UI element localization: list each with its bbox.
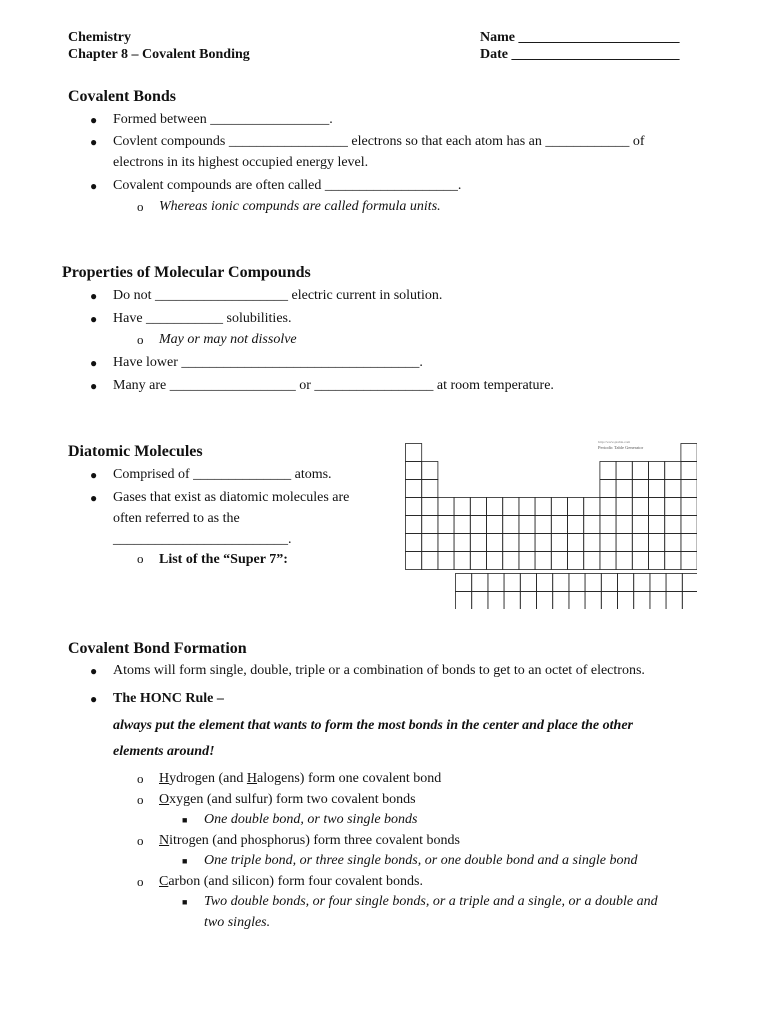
periodic-table-cell: [503, 534, 519, 552]
periodic-table-cell: [422, 552, 438, 570]
periodic-table-cell: [632, 498, 648, 516]
bullet-icon: ●: [90, 692, 98, 706]
periodic-table-cell: [551, 534, 567, 552]
periodic-table-cell: [616, 480, 632, 498]
honc-rule-text: always put the element that wants to form the most bonds in the center and place the other: [113, 718, 633, 733]
periodic-table-f-block-cell: [472, 574, 488, 592]
periodic-table-cell: [632, 534, 648, 552]
sub-list-item: List of the “Super 7”:: [159, 552, 288, 567]
list-item: Have ___________ solubilities.: [113, 311, 292, 326]
periodic-table-f-block-cell: [618, 592, 634, 610]
periodic-table-cell: [616, 498, 632, 516]
bullet-icon: ●: [90, 468, 98, 482]
periodic-table-f-block-cell: [585, 574, 601, 592]
periodic-table-cell: [503, 552, 519, 570]
circle-bullet-icon: o: [137, 332, 144, 347]
periodic-table-f-block-cell: [553, 574, 569, 592]
bullet-icon: ●: [90, 379, 98, 393]
date-field: Date ________________________: [480, 47, 680, 62]
circle-bullet-icon: o: [137, 833, 144, 848]
periodic-table-cell: [454, 498, 470, 516]
name-field: Name _______________________: [480, 30, 680, 45]
periodic-table-f-block-cell: [601, 592, 617, 610]
periodic-table-cell: [438, 552, 454, 570]
blank-periodic-table: [405, 443, 697, 609]
periodic-table-cell: [535, 498, 551, 516]
periodic-table-cell: [438, 516, 454, 534]
periodic-table-cell: [632, 516, 648, 534]
periodic-table-cell: [600, 498, 616, 516]
periodic-table-cell: [584, 534, 600, 552]
periodic-table-f-block-cell: [488, 574, 504, 592]
periodic-table-cell: [681, 480, 697, 498]
sub-sub-list-item: two singles.: [204, 915, 271, 930]
periodic-table-cell: [681, 498, 697, 516]
honc-oxygen: Oxygen (and sulfur) form two covalent bonds: [159, 792, 416, 807]
periodic-table-cell: [584, 516, 600, 534]
periodic-table-cell: [470, 552, 486, 570]
periodic-table-cell: [600, 462, 616, 480]
periodic-table-cell: [568, 552, 584, 570]
periodic-table-cell: [600, 534, 616, 552]
bullet-icon: ●: [90, 356, 98, 370]
periodic-table-f-block-cell: [537, 592, 553, 610]
list-item: Covalent compounds are often called ___________________.: [113, 178, 462, 193]
periodic-table-f-block-cell: [456, 592, 472, 610]
periodic-table-f-block-cell: [537, 574, 553, 592]
honc-hydrogen: Hydrogen (and Halogens) form one covalent bond: [159, 771, 442, 786]
periodic-table-f-block-cell: [650, 574, 666, 592]
periodic-table-f-block-cell: [472, 592, 488, 610]
circle-bullet-icon: o: [137, 199, 144, 214]
periodic-table-cell: [600, 480, 616, 498]
periodic-table-cell: [600, 516, 616, 534]
periodic-table-cell: [535, 534, 551, 552]
periodic-table-cell: [649, 516, 665, 534]
course-title: Chemistry: [68, 30, 131, 45]
periodic-table-cell: [422, 480, 438, 498]
periodic-table-cell: [487, 552, 503, 570]
periodic-table-f-block-cell: [601, 574, 617, 592]
periodic-table-cell: [470, 498, 486, 516]
list-item: Comprised of ______________ atoms.: [113, 467, 332, 482]
bullet-icon: ●: [90, 312, 98, 326]
periodic-table-f-block-cell: [553, 592, 569, 610]
list-item-blank: _________________________.: [113, 532, 292, 547]
periodic-table-cell: [422, 498, 438, 516]
circle-bullet-icon: o: [137, 874, 144, 889]
circle-bullet-icon: o: [137, 551, 144, 566]
periodic-table-f-block-cell: [456, 574, 472, 592]
periodic-table-cell: [681, 444, 697, 462]
periodic-table-cell: [503, 516, 519, 534]
list-item: Atoms will form single, double, triple or a combination of bonds to get to an octet of electrons.: [113, 663, 645, 678]
circle-bullet-icon: o: [137, 792, 144, 807]
periodic-table-f-block-cell: [666, 574, 682, 592]
periodic-table-cell: [470, 516, 486, 534]
periodic-table-cell: [422, 516, 438, 534]
list-item-continued: electrons in its highest occupied energy level.: [113, 155, 369, 170]
periodic-table-cell: [649, 498, 665, 516]
periodic-table-cell: [406, 480, 422, 498]
periodic-table-f-block-cell: [504, 592, 520, 610]
periodic-table-cell: [649, 480, 665, 498]
square-bullet-icon: ■: [182, 897, 188, 907]
periodic-table-f-block-cell: [504, 574, 520, 592]
section-title-properties: Properties of Molecular Compounds: [62, 264, 311, 281]
periodic-table-cell: [665, 552, 681, 570]
periodic-table-cell: [568, 516, 584, 534]
periodic-table-f-block-cell: [666, 592, 682, 610]
bullet-icon: ●: [90, 491, 98, 505]
sub-sub-list-item: Two double bonds, or four single bonds, or a triple and a single, or a double and: [204, 894, 658, 909]
periodic-table-cell: [584, 498, 600, 516]
periodic-table-f-block-cell: [650, 592, 666, 610]
periodic-table-cell: [551, 516, 567, 534]
periodic-table-cell: [649, 534, 665, 552]
periodic-table-cell: [438, 498, 454, 516]
periodic-table-cell: [454, 516, 470, 534]
list-item: Covlent compounds _________________ electrons so that each atom has an ____________ of: [113, 134, 645, 149]
periodic-table-f-block-cell: [569, 592, 585, 610]
periodic-table-f-block-cell: [488, 592, 504, 610]
periodic-table-cell: [632, 462, 648, 480]
periodic-table-cell: [406, 534, 422, 552]
periodic-table-cell: [454, 552, 470, 570]
list-item: Do not ___________________ electric current in solution.: [113, 288, 443, 303]
list-item: Many are __________________ or _________________ at room temperature.: [113, 378, 554, 393]
square-bullet-icon: ■: [182, 815, 188, 825]
list-item: Have lower __________________________________.: [113, 355, 423, 370]
periodic-table-cell: [422, 462, 438, 480]
periodic-table-cell: [487, 498, 503, 516]
periodic-table-cell: [681, 462, 697, 480]
periodic-table-cell: [454, 534, 470, 552]
periodic-table-cell: [406, 516, 422, 534]
periodic-table-cell: [519, 498, 535, 516]
bullet-icon: ●: [90, 664, 98, 678]
bullet-icon: ●: [90, 113, 98, 127]
periodic-table-cell: [681, 552, 697, 570]
section-title-formation: Covalent Bond Formation: [68, 640, 247, 657]
section-title-diatomic: Diatomic Molecules: [68, 443, 203, 460]
periodic-table-cell: [487, 516, 503, 534]
bullet-icon: ●: [90, 179, 98, 193]
list-item: Formed between _________________.: [113, 112, 333, 127]
table-source-note: http://www.ptable.com: [598, 440, 631, 444]
periodic-table-cell: [584, 552, 600, 570]
periodic-table-cell: [632, 552, 648, 570]
periodic-table-cell: [568, 534, 584, 552]
periodic-table-cell: [616, 534, 632, 552]
periodic-table-cell: [649, 552, 665, 570]
honc-carbon: Carbon (and silicon) form four covalent bonds.: [159, 874, 423, 889]
sub-list-item: May or may not dissolve: [159, 332, 297, 347]
periodic-table-cell: [665, 462, 681, 480]
periodic-table-f-block-cell: [585, 592, 601, 610]
periodic-table-cell: [665, 498, 681, 516]
periodic-table-cell: [681, 534, 697, 552]
table-source-note: Periodic Table Generator: [598, 445, 644, 450]
sub-list-item: Whereas ionic compunds are called formula units.: [159, 199, 441, 214]
bullet-icon: ●: [90, 289, 98, 303]
periodic-table-cell: [406, 462, 422, 480]
sub-sub-list-item: One triple bond, or three single bonds, or one double bond and a single bond: [204, 853, 638, 868]
periodic-table-cell: [616, 552, 632, 570]
bullet-icon: ●: [90, 135, 98, 149]
honc-nitrogen: Nitrogen (and phosphorus) form three covalent bonds: [159, 833, 460, 848]
periodic-table-cell: [519, 552, 535, 570]
periodic-table-cell: [503, 498, 519, 516]
sub-sub-list-item: One double bond, or two single bonds: [204, 812, 418, 827]
periodic-table-f-block-cell: [618, 574, 634, 592]
periodic-table-cell: [568, 498, 584, 516]
periodic-table-cell: [632, 480, 648, 498]
periodic-table-cell: [665, 480, 681, 498]
honc-rule-text: elements around!: [113, 744, 215, 759]
periodic-table-f-block-cell: [682, 574, 697, 592]
periodic-table-cell: [600, 552, 616, 570]
periodic-table-f-block-cell: [520, 592, 536, 610]
section-title-covalent-bonds: Covalent Bonds: [68, 88, 177, 105]
periodic-table-f-block-cell: [634, 592, 650, 610]
periodic-table-cell: [535, 516, 551, 534]
periodic-table-cell: [406, 444, 422, 462]
periodic-table-cell: [616, 516, 632, 534]
periodic-table-cell: [665, 516, 681, 534]
periodic-table-cell: [551, 498, 567, 516]
periodic-table-cell: [649, 462, 665, 480]
list-item-continued: often referred to as the: [113, 511, 240, 526]
periodic-table-cell: [487, 534, 503, 552]
list-item: Gases that exist as diatomic molecules are: [113, 490, 350, 505]
circle-bullet-icon: o: [137, 771, 144, 786]
periodic-table-cell: [470, 534, 486, 552]
periodic-table-cell: [535, 552, 551, 570]
periodic-table-f-block-cell: [569, 574, 585, 592]
periodic-table-cell: [406, 552, 422, 570]
honc-rule-heading: The HONC Rule –: [113, 691, 224, 706]
periodic-table-cell: [665, 534, 681, 552]
square-bullet-icon: ■: [182, 856, 188, 866]
periodic-table-cell: [519, 534, 535, 552]
periodic-table-cell: [438, 534, 454, 552]
periodic-table-f-block-cell: [634, 574, 650, 592]
periodic-table-f-block-cell: [682, 592, 697, 610]
periodic-table-cell: [551, 552, 567, 570]
periodic-table-cell: [422, 534, 438, 552]
periodic-table-cell: [681, 516, 697, 534]
chapter-title: Chapter 8 – Covalent Bonding: [68, 47, 250, 62]
periodic-table-cell: [406, 498, 422, 516]
periodic-table-cell: [519, 516, 535, 534]
periodic-table-cell: [616, 462, 632, 480]
periodic-table-f-block-cell: [520, 574, 536, 592]
